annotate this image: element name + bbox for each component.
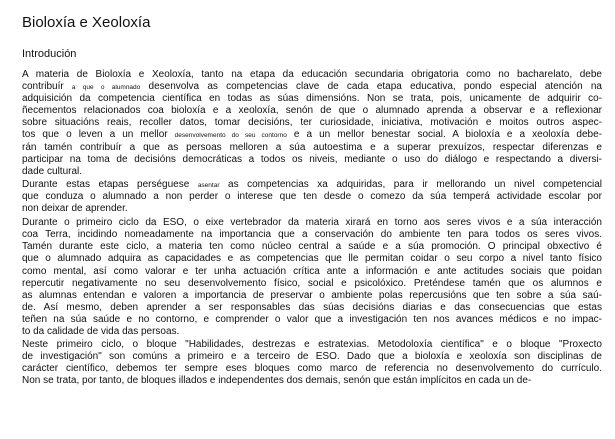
text-line [22,217,602,229]
text-run: Tamén durante este ciclo, a materia ten como núcleo central a saúde e a súa promoción. O principal obxectivo é [22,241,602,253]
text-run: carácter científico, debemos ter sempre eses bloques como marco de referencia no desenvolvemento do currículo. [22,363,602,375]
text-line [22,302,602,314]
text-line [22,69,602,81]
text-run: que o alumnado adquira as capacidades e as competencias que lle permitan coidar o seu corpo a nivel tanto físico [22,253,602,265]
body-text [22,69,602,387]
text-run: repercutir negativamente no seu desenvolvemento físico, social e psicolóxico. Preténdese tamén que os alumnos e [22,277,602,289]
text-run: sobre situacións reais, recoller datos, tomar decisións, ter curiosidade, iniciativa, motivación e moitos outros aspec- [22,117,602,129]
text-run: e a un mellor benestar social. A bioloxía e a xeoloxía debe- [286,129,602,141]
text-run: teñen na súa saúde e no contorno, e comprender o valor que a investigación ten nos avances médicos e no impac- [22,313,602,325]
text-run: contribuír [22,81,72,93]
text-run: A materia de Bioloxía e Xeoloxía, tanto na etapa da educación secundaria obrigatoria como no bacharelato, debe [22,69,602,80]
text-line [22,142,602,154]
text-run: de. Así mesmo, deben aprender a ser responsables das súas decisións diarias e das consecuencias que estas [22,301,602,313]
text-line [22,191,602,203]
text-run: desenvolva as competencias clave de cada etapa educativa, pondo especial atención na [140,81,602,93]
paragraph [22,69,602,178]
text-run: to da calidade de vida das persoas. [22,325,180,337]
paragraph [22,339,602,387]
text-run: tos que o leven a un mellor [22,129,175,141]
text-line [22,166,602,178]
text-line [22,363,602,375]
text-line [22,375,602,387]
paragraph [22,217,602,338]
text-line [22,81,602,93]
text-run: non deixar de aprender. [22,203,128,215]
text-run: de investigación" son comúns a primeiro e a terceiro de ESO. Dado que a bioloxía e xeoloxía son disciplinas de [22,351,602,363]
text-line [22,105,602,117]
text-line [22,129,602,141]
text-line [22,314,602,326]
text-run: rán tamén contribuír a que as persoas melloren a súa autoestima e a superar prexuízos, respectar diferenzas e [22,141,602,153]
text-run: Neste primeiro ciclo, o bloque "Habilidades, destrezas e estratexias. Metodoloxía científica" e o bloque "Proxecto [22,339,602,351]
text-run: que conduza o alumnado a non perder o interese que ten desde o comezo da súa temperá actividade escolar por [22,190,602,202]
text-run: as alumnas entendan e valoren a importancia de preservar o ambiente polas repercusións que ten sobre a súa saú- [22,289,602,301]
text-line [22,241,602,253]
text-line [22,351,602,363]
text-run: Durante o primeiro ciclo da ESO, o eixe vertebrador da materia xirará en torno aos seres vivos e a súa interacción [22,217,602,229]
text-line [22,179,602,191]
text-line [22,93,602,105]
text-run: Non se trata, por tanto, de bloques illados e independentes dos demais, senón que están implícitos en cada un de- [22,375,532,387]
small-text-run: desenvolvemento do seu contorno [174,132,287,140]
text-line [22,326,602,338]
text-run: Durante estas etapas perséguese [22,178,198,190]
small-text-run: a que o alumnado [71,84,141,92]
text-line [22,266,602,278]
text-run: participar na toma de decisións democráticas a todos os niveis, mediante o uso do diálogo e respectando a diversi- [22,153,602,165]
text-run: coa Terra, incidindo nomeadamente na importancia que a conservación do ambiente ten para todos os seres vivos. [22,229,602,241]
small-text-run: asentar [197,181,220,189]
text-run: dade cultural. [22,165,83,177]
text-line [22,253,602,265]
text-run: as competencias xa adquiridas, para ir mellorando un nivel competencial [219,178,602,190]
text-line [22,154,602,166]
text-line [22,117,602,129]
text-line [22,339,602,351]
text-run: ñecementos relacionados coa bioloxía e a xeoloxía, senón de que o alumnado aprenda a observar e a reflexionar [22,105,602,117]
section-heading: Introdución [22,48,77,60]
text-run: adquisición da competencia científica en todas as súas dimensións. Non se trata, pois, unicamente de adquirir co- [22,93,602,105]
text-line [22,229,602,241]
text-line [22,290,602,302]
text-line [22,203,602,215]
document-title: Bioloxía e Xeoloxía [22,14,151,31]
paragraph [22,179,602,215]
text-line [22,278,602,290]
text-run: como mental, así como valorar e ter unha actuación crítica ante a información e ante actitudes sociais que poidan [22,265,602,277]
